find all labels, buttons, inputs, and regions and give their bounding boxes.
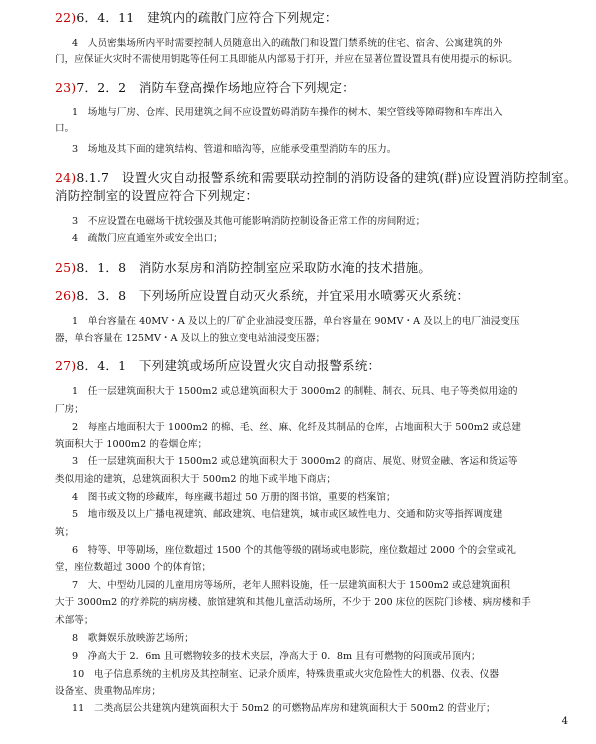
body-line: 3 任一层建筑面积大于 1500m2 或总建筑面积大于 3000m2 的商店、展览、财贸金融、客运和货运等 — [72, 456, 518, 467]
section-heading: 27)8．4．1 下列建筑或场所应设置火灾自动报警系统： — [55, 358, 381, 373]
body-line: 4 人员密集场所内平时需要控制人员随意出入的疏散门和设置门禁系统的住宅、宿舍、公寓建筑的外 — [72, 38, 503, 49]
body-line: 筑； — [55, 527, 75, 538]
body-line: 4 图书或文物的珍藏库，每座藏书超过 50 万册的图书馆，重要的档案馆； — [72, 492, 396, 503]
section-number: 24) — [55, 170, 77, 185]
section-heading: 22)6．4．11 建筑内的疏散门应符合下列规定： — [55, 10, 338, 25]
body-line: 口。 — [55, 123, 75, 134]
body-line: 筑面积大于 1000m2 的卷烟仓库； — [55, 439, 208, 450]
body-line: 2 每座占地面积大于 1000m2 的棉、毛、丝、麻、化纤及其制品的仓库，占地面积大于 500m2 或总建 — [72, 422, 522, 433]
section-number: 23) — [55, 80, 77, 95]
section-number: 27) — [55, 358, 77, 373]
body-line: 3 不应设置在电磁场干扰较强及其他可能影响消防控制设备正常工作的房间附近； — [72, 216, 426, 227]
body-line: 7 大、中型幼儿园的儿童用房等场所，老年人照料设施，任一层建筑面积大于 1500m2 或总建筑面积 — [72, 580, 511, 591]
body-line: 1 任一层建筑面积大于 1500m2 或总建筑面积大于 3000m2 的制鞋、制衣、玩具、电子等类似用途的 — [72, 386, 518, 397]
body-line: 4 疏散门应直通室外或安全出口； — [72, 233, 223, 244]
body-line: 类似用途的建筑，总建筑面积大于 500m2 的地下或半地下商店； — [55, 474, 337, 485]
body-line: 器，单台容量在 125MV・A 及以上的独立变电站油浸变压器； — [55, 333, 326, 344]
body-line: 11 二类高层公共建筑内建筑面积大于 50m2 的可燃物品库房和建筑面积大于 500m2 的营业厅； — [72, 703, 496, 714]
body-line: 门，应保证火灾时不需使用钥匙等任何工具即能从内部易于打开，并应在显著位置设置具有使用提示的标识。 — [55, 54, 518, 65]
section-number: 26) — [55, 288, 77, 303]
body-line: 8 歌舞娱乐放映游艺场所； — [72, 633, 194, 644]
section-heading: 26)8．3．8 下列场所应设置自动灭火系统，并宜采用水喷雾灭火系统： — [55, 288, 470, 303]
body-line: 设备室、贵重物品库房； — [55, 686, 162, 697]
page-number: 4 — [561, 716, 568, 727]
body-line: 1 场地与厂房、仓库、民用建筑之间不应设置妨碍消防车操作的树木、架空管线等障碍物和车库出入 — [72, 107, 503, 118]
section-number: 25) — [55, 260, 77, 275]
body-line: 5 地市级及以上广播电视建筑、邮政建筑、电信建筑，城市或区域性电力、交通和防灾等指挥调度建 — [72, 509, 503, 520]
body-line: 9 净高大于 2．6m 且可燃物较多的技术夹层，净高大于 0．8m 且有可燃物的闷顶或吊顶内； — [72, 651, 481, 662]
body-line: 10 电子信息系统的主机房及其控制室、记录介质库，特殊贵重或火灾危险性大的机器、仪表、仪器 — [72, 669, 499, 680]
body-line: 6 特等、甲等剧场，座位数超过 1500 个的其他等级的剧场或电影院，座位数超过 2000 个的会堂或礼 — [72, 545, 516, 556]
body-line: 厂房； — [55, 404, 84, 415]
body-line: 3 场地及其下面的建筑结构、管道和暗沟等，应能承受重型消防车的压力。 — [72, 144, 397, 155]
body-line: 大于 3000m2 的疗养院的病房楼、旅馆建筑和其他儿童活动场所，不少于 200 床位的医院门诊楼、病房楼和手 — [55, 597, 531, 608]
section-heading: 23)7．2．2 消防车登高操作场地应符合下列规定： — [55, 80, 355, 95]
body-line: 术部等； — [55, 615, 94, 626]
section-heading: 24)8.1.7 设置火灾自动报警系统和需要联动控制的消防设备的建筑(群)应设置消防控制室。 — [55, 170, 577, 185]
section-number: 22) — [55, 10, 77, 25]
body-line: 1 单台容量在 40MV・A 及以上的厂矿企业油浸变压器，单台容量在 90MV・A 及以上的电厂油浸变压 — [72, 316, 520, 327]
section-heading: 25)8．1．8 消防水泵房和消防控制室应采取防水淹的技术措施。 — [55, 260, 432, 275]
section-heading-continued: 消防控制室的设置应符合下列规定： — [55, 188, 259, 203]
body-line: 堂，座位数超过 3000 个的体育馆； — [55, 562, 212, 573]
